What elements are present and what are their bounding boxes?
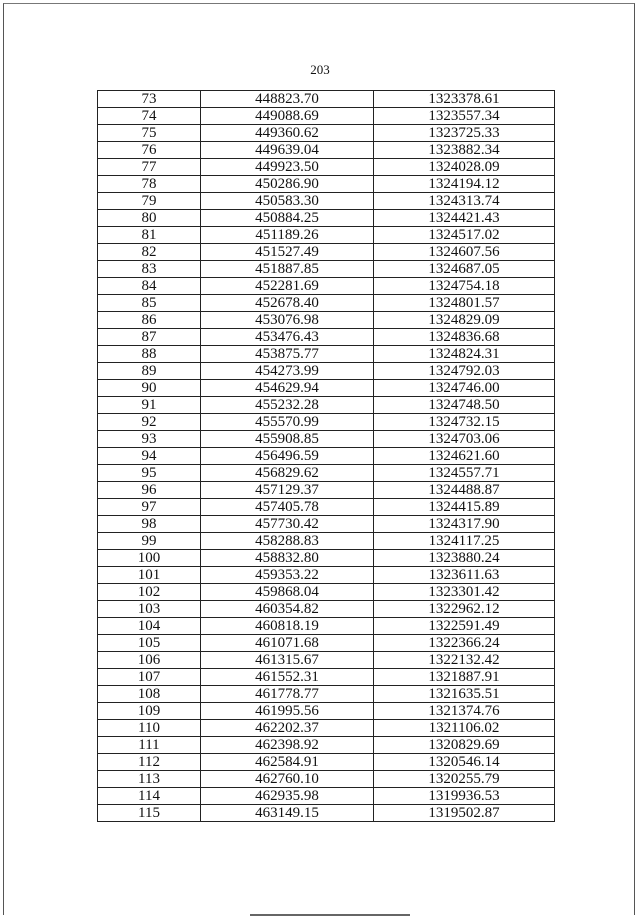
point-number-cell: 101 (98, 567, 201, 584)
table-row (98, 125, 555, 142)
bottom-edge-mark (250, 914, 410, 916)
table-row (98, 414, 555, 431)
x-coordinate-cell: 461071.68 (201, 635, 374, 652)
point-number-cell: 103 (98, 601, 201, 618)
table-row (98, 669, 555, 686)
point-number-cell: 82 (98, 244, 201, 261)
table-row (98, 108, 555, 125)
point-number-cell: 107 (98, 669, 201, 686)
point-number-cell: 111 (98, 737, 201, 754)
point-number-cell: 91 (98, 397, 201, 414)
table-row (98, 703, 555, 720)
y-coordinate-cell: 1321635.51 (374, 686, 555, 703)
x-coordinate-cell: 449088.69 (201, 108, 374, 125)
y-coordinate-cell: 1324754.18 (374, 278, 555, 295)
table-row (98, 754, 555, 771)
coordinates-table-body (98, 91, 555, 822)
y-coordinate-cell: 1324732.15 (374, 414, 555, 431)
x-coordinate-cell: 460354.82 (201, 601, 374, 618)
y-coordinate-cell: 1322591.49 (374, 618, 555, 635)
table-row (98, 550, 555, 567)
y-coordinate-cell: 1324517.02 (374, 227, 555, 244)
x-coordinate-cell: 452678.40 (201, 295, 374, 312)
y-coordinate-cell: 1324792.03 (374, 363, 555, 380)
point-number-cell: 79 (98, 193, 201, 210)
x-coordinate-cell: 453476.43 (201, 329, 374, 346)
point-number-cell: 80 (98, 210, 201, 227)
x-coordinate-cell: 458288.83 (201, 533, 374, 550)
y-coordinate-cell: 1324317.90 (374, 516, 555, 533)
y-coordinate-cell: 1323378.61 (374, 91, 555, 108)
x-coordinate-cell: 463149.15 (201, 805, 374, 822)
y-coordinate-cell: 1324801.57 (374, 295, 555, 312)
y-coordinate-cell: 1324748.50 (374, 397, 555, 414)
y-coordinate-cell: 1319502.87 (374, 805, 555, 822)
y-coordinate-cell: 1322366.24 (374, 635, 555, 652)
table-row (98, 618, 555, 635)
table-row (98, 482, 555, 499)
y-coordinate-cell: 1319936.53 (374, 788, 555, 805)
x-coordinate-cell: 461778.77 (201, 686, 374, 703)
table-row (98, 363, 555, 380)
point-number-cell: 113 (98, 771, 201, 788)
y-coordinate-cell: 1324557.71 (374, 465, 555, 482)
x-coordinate-cell: 462202.37 (201, 720, 374, 737)
point-number-cell: 110 (98, 720, 201, 737)
page-number: 203 (310, 62, 330, 77)
y-coordinate-cell: 1320255.79 (374, 771, 555, 788)
table-row (98, 159, 555, 176)
point-number-cell: 104 (98, 618, 201, 635)
point-number-cell: 87 (98, 329, 201, 346)
x-coordinate-cell: 460818.19 (201, 618, 374, 635)
x-coordinate-cell: 455570.99 (201, 414, 374, 431)
point-number-cell: 76 (98, 142, 201, 159)
x-coordinate-cell: 456829.62 (201, 465, 374, 482)
x-coordinate-cell: 462398.92 (201, 737, 374, 754)
y-coordinate-cell: 1323611.63 (374, 567, 555, 584)
point-number-cell: 105 (98, 635, 201, 652)
point-number-cell: 85 (98, 295, 201, 312)
y-coordinate-cell: 1323880.24 (374, 550, 555, 567)
x-coordinate-cell: 462760.10 (201, 771, 374, 788)
y-coordinate-cell: 1324836.68 (374, 329, 555, 346)
table-row (98, 278, 555, 295)
y-coordinate-cell: 1323557.34 (374, 108, 555, 125)
point-number-cell: 90 (98, 380, 201, 397)
table-row (98, 295, 555, 312)
table-row (98, 516, 555, 533)
point-number-cell: 115 (98, 805, 201, 822)
point-number-cell: 102 (98, 584, 201, 601)
table-row (98, 176, 555, 193)
x-coordinate-cell: 462584.91 (201, 754, 374, 771)
point-number-cell: 89 (98, 363, 201, 380)
x-coordinate-cell: 454273.99 (201, 363, 374, 380)
x-coordinate-cell: 456496.59 (201, 448, 374, 465)
table-row (98, 533, 555, 550)
point-number-cell: 92 (98, 414, 201, 431)
y-coordinate-cell: 1323882.34 (374, 142, 555, 159)
y-coordinate-cell: 1324421.43 (374, 210, 555, 227)
table-row (98, 227, 555, 244)
point-number-cell: 109 (98, 703, 201, 720)
x-coordinate-cell: 457405.78 (201, 499, 374, 516)
point-number-cell: 94 (98, 448, 201, 465)
table-row (98, 210, 555, 227)
point-number-cell: 112 (98, 754, 201, 771)
x-coordinate-cell: 450286.90 (201, 176, 374, 193)
point-number-cell: 95 (98, 465, 201, 482)
x-coordinate-cell: 449923.50 (201, 159, 374, 176)
table-row (98, 737, 555, 754)
table-row (98, 635, 555, 652)
y-coordinate-cell: 1324703.06 (374, 431, 555, 448)
y-coordinate-cell: 1324194.12 (374, 176, 555, 193)
table-row (98, 448, 555, 465)
table-row (98, 244, 555, 261)
point-number-cell: 86 (98, 312, 201, 329)
y-coordinate-cell: 1324829.09 (374, 312, 555, 329)
point-number-cell: 84 (98, 278, 201, 295)
table-row (98, 431, 555, 448)
x-coordinate-cell: 453076.98 (201, 312, 374, 329)
x-coordinate-cell: 449639.04 (201, 142, 374, 159)
point-number-cell: 93 (98, 431, 201, 448)
y-coordinate-cell: 1324746.00 (374, 380, 555, 397)
point-number-cell: 78 (98, 176, 201, 193)
y-coordinate-cell: 1324621.60 (374, 448, 555, 465)
y-coordinate-cell: 1320546.14 (374, 754, 555, 771)
y-coordinate-cell: 1321887.91 (374, 669, 555, 686)
x-coordinate-cell: 450583.30 (201, 193, 374, 210)
table-row (98, 686, 555, 703)
point-number-cell: 99 (98, 533, 201, 550)
x-coordinate-cell: 457129.37 (201, 482, 374, 499)
table-row (98, 91, 555, 108)
x-coordinate-cell: 448823.70 (201, 91, 374, 108)
y-coordinate-cell: 1322132.42 (374, 652, 555, 669)
x-coordinate-cell: 459353.22 (201, 567, 374, 584)
y-coordinate-cell: 1320829.69 (374, 737, 555, 754)
table-row (98, 329, 555, 346)
point-number-cell: 106 (98, 652, 201, 669)
y-coordinate-cell: 1324824.31 (374, 346, 555, 363)
point-number-cell: 100 (98, 550, 201, 567)
x-coordinate-cell: 450884.25 (201, 210, 374, 227)
point-number-cell: 77 (98, 159, 201, 176)
x-coordinate-cell: 461995.56 (201, 703, 374, 720)
table-row (98, 771, 555, 788)
table-row (98, 788, 555, 805)
point-number-cell: 97 (98, 499, 201, 516)
y-coordinate-cell: 1324117.25 (374, 533, 555, 550)
table-row (98, 142, 555, 159)
x-coordinate-cell: 457730.42 (201, 516, 374, 533)
point-number-cell: 81 (98, 227, 201, 244)
y-coordinate-cell: 1324488.87 (374, 482, 555, 499)
coordinates-table (97, 90, 555, 822)
table-row (98, 499, 555, 516)
y-coordinate-cell: 1321106.02 (374, 720, 555, 737)
x-coordinate-cell: 455908.85 (201, 431, 374, 448)
table-row (98, 397, 555, 414)
table-row (98, 652, 555, 669)
point-number-cell: 83 (98, 261, 201, 278)
point-number-cell: 88 (98, 346, 201, 363)
x-coordinate-cell: 461315.67 (201, 652, 374, 669)
y-coordinate-cell: 1322962.12 (374, 601, 555, 618)
x-coordinate-cell: 449360.62 (201, 125, 374, 142)
x-coordinate-cell: 451887.85 (201, 261, 374, 278)
x-coordinate-cell: 458832.80 (201, 550, 374, 567)
table-row (98, 380, 555, 397)
x-coordinate-cell: 459868.04 (201, 584, 374, 601)
table-row (98, 193, 555, 210)
table-row (98, 720, 555, 737)
y-coordinate-cell: 1323301.42 (374, 584, 555, 601)
point-number-cell: 98 (98, 516, 201, 533)
x-coordinate-cell: 451527.49 (201, 244, 374, 261)
table-row (98, 465, 555, 482)
y-coordinate-cell: 1323725.33 (374, 125, 555, 142)
x-coordinate-cell: 452281.69 (201, 278, 374, 295)
y-coordinate-cell: 1324313.74 (374, 193, 555, 210)
table-row (98, 312, 555, 329)
point-number-cell: 74 (98, 108, 201, 125)
point-number-cell: 75 (98, 125, 201, 142)
x-coordinate-cell: 451189.26 (201, 227, 374, 244)
y-coordinate-cell: 1321374.76 (374, 703, 555, 720)
x-coordinate-cell: 455232.28 (201, 397, 374, 414)
y-coordinate-cell: 1324415.89 (374, 499, 555, 516)
x-coordinate-cell: 461552.31 (201, 669, 374, 686)
point-number-cell: 114 (98, 788, 201, 805)
point-number-cell: 96 (98, 482, 201, 499)
x-coordinate-cell: 453875.77 (201, 346, 374, 363)
point-number-cell: 73 (98, 91, 201, 108)
table-row (98, 567, 555, 584)
x-coordinate-cell: 462935.98 (201, 788, 374, 805)
y-coordinate-cell: 1324028.09 (374, 159, 555, 176)
y-coordinate-cell: 1324607.56 (374, 244, 555, 261)
table-row (98, 584, 555, 601)
point-number-cell: 108 (98, 686, 201, 703)
x-coordinate-cell: 454629.94 (201, 380, 374, 397)
y-coordinate-cell: 1324687.05 (374, 261, 555, 278)
table-row (98, 346, 555, 363)
table-row (98, 261, 555, 278)
table-row (98, 601, 555, 618)
table-row (98, 805, 555, 822)
